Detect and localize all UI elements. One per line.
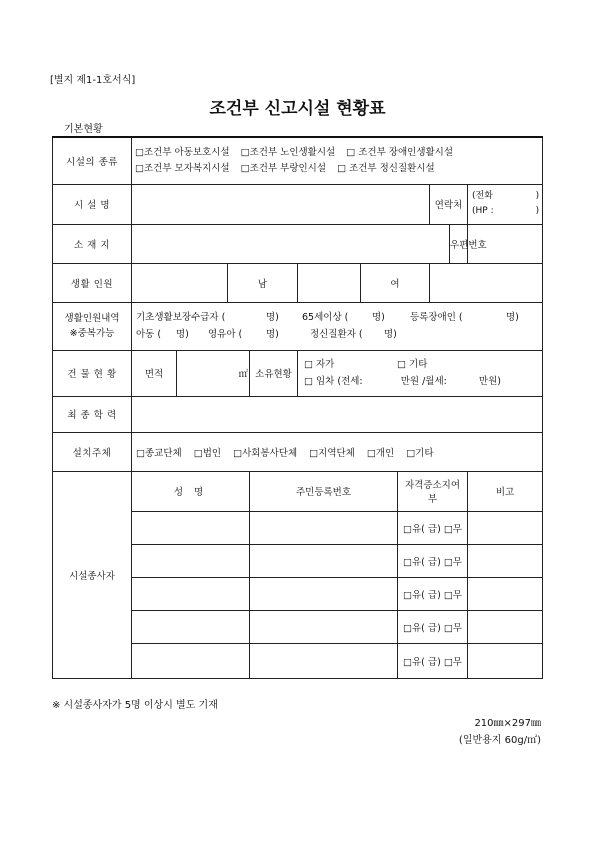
form-reference: [별지 제1-1호서식] — [50, 75, 136, 86]
option-child-protection[interactable]: □조건부 아동보호시설 — [135, 146, 230, 158]
contact-label: 연락처 — [430, 184, 468, 224]
residents-row — [53, 263, 543, 302]
option-elderly[interactable]: □조건부 노인생활시설 — [240, 146, 336, 158]
address-field[interactable] — [132, 224, 450, 263]
ownership-field: □ 자가 □ 기타 □ 임차 (전세: 만원 /월세: 만원) — [298, 350, 543, 396]
operator-label: 설치주체 — [53, 432, 132, 471]
col-name: 성 명 — [132, 471, 250, 511]
facility-type-row — [53, 137, 543, 184]
postal-code-label: 우편번호 — [450, 224, 468, 263]
staff-name-field[interactable] — [132, 511, 250, 544]
facility-type-options — [132, 137, 543, 184]
operator-social-service[interactable]: □사회봉사단체 — [233, 447, 298, 459]
staff-name-field[interactable] — [132, 610, 250, 643]
staff-qualification[interactable]: □유( 급) □무 — [398, 544, 468, 577]
phone-label: (전화 — [472, 191, 493, 201]
staff-remarks-field[interactable] — [468, 610, 543, 643]
residents-detail-label: 생활인원내역 ※중복가능 — [53, 302, 132, 350]
area-field[interactable]: ㎡ — [177, 350, 250, 396]
staff-id-field[interactable] — [250, 610, 398, 643]
facility-name-row — [53, 184, 543, 224]
paper-weight: (일반용지 60g/㎡) — [458, 735, 541, 746]
female-label: 여 — [361, 263, 430, 302]
other-option[interactable]: □ 기타 — [397, 359, 428, 370]
operator-options — [132, 432, 543, 471]
option-mental[interactable]: □ 조건부 정신질환시설 — [337, 162, 435, 174]
staff-name-field[interactable] — [132, 544, 250, 577]
col-remarks: 비고 — [468, 471, 543, 511]
facility-name-field[interactable] — [132, 184, 430, 224]
page-title: 조건부 신고시설 현황표 — [209, 99, 386, 119]
area-label: 면적 — [132, 350, 177, 396]
operator-corporation[interactable]: □법인 — [193, 447, 222, 459]
male-label: 남 — [228, 263, 298, 302]
residents-label: 생활 인원 — [53, 263, 132, 302]
hp-label: (HP : — [472, 206, 494, 216]
operator-other[interactable]: □기타 — [406, 447, 434, 459]
facility-name-label: 시 설 명 — [53, 184, 132, 224]
facility-type-label: 시설의 종류 — [53, 137, 132, 184]
footnote: ※ 시설종사자가 5명 이상시 별도 기재 — [52, 700, 218, 711]
paper-size: 210㎜×297㎜ — [474, 718, 541, 729]
staff-name-field[interactable] — [132, 577, 250, 610]
female-count-field[interactable] — [430, 263, 543, 302]
col-resident-id: 주민등록번호 — [250, 471, 398, 511]
staff-header-row — [53, 471, 543, 511]
contact-field[interactable]: (전화 ) (HP : ) — [468, 184, 543, 224]
own-option[interactable]: □ 자가 — [304, 359, 335, 370]
staff-id-field[interactable] — [250, 577, 398, 610]
address-row — [53, 224, 543, 263]
staff-qualification[interactable]: □유( 급) □무 — [398, 577, 468, 610]
staff-qualification[interactable]: □유( 급) □무 — [398, 643, 468, 678]
staff-name-field[interactable] — [132, 643, 250, 678]
staff-qualification[interactable]: □유( 급) □무 — [398, 610, 468, 643]
option-vagrant[interactable]: □조건부 부랑인시설 — [240, 162, 327, 174]
col-qualification: 자격증소지여부 — [398, 471, 468, 511]
education-field[interactable] — [132, 396, 543, 432]
staff-remarks-field[interactable] — [468, 577, 543, 610]
staff-id-field[interactable] — [250, 511, 398, 544]
residents-detail-field: 기초생활보장수급자 ( 명) 65세이상 ( 명) 등록장애인 ( 명) 아동 ( 명) 영유아 ( 명) 정신질환자 ( 명) — [132, 302, 543, 350]
staff-label: 시설종사자 — [53, 471, 132, 678]
staff-remarks-field[interactable] — [468, 511, 543, 544]
operator-individual[interactable]: □개인 — [366, 447, 395, 459]
option-mother-child[interactable]: □조건부 모자복지시설 — [135, 162, 230, 174]
address-label: 소 재 지 — [53, 224, 132, 263]
staff-remarks-field[interactable] — [468, 643, 543, 678]
operator-regional[interactable]: □지역단체 — [309, 447, 355, 459]
ownership-label: 소유현황 — [250, 350, 298, 396]
residents-detail-row — [53, 302, 543, 350]
male-count-field[interactable] — [298, 263, 361, 302]
education-row — [53, 396, 543, 432]
staff-id-field[interactable] — [250, 544, 398, 577]
section-label: 기본현황 — [64, 124, 103, 135]
staff-id-field[interactable] — [250, 643, 398, 678]
operator-religious[interactable]: □종교단체 — [136, 447, 182, 459]
residents-total-field[interactable] — [132, 263, 228, 302]
building-row — [53, 350, 543, 396]
facility-form-table — [52, 136, 543, 679]
building-label: 건 물 현 황 — [53, 350, 132, 396]
operator-row — [53, 432, 543, 471]
staff-qualification[interactable]: □유( 급) □무 — [398, 511, 468, 544]
staff-remarks-field[interactable] — [468, 544, 543, 577]
option-disabled[interactable]: □ 조건부 장애인생활시설 — [346, 146, 454, 158]
education-label: 최 종 학 력 — [53, 396, 132, 432]
rent-option[interactable]: □ 임차 (전세: — [304, 376, 363, 387]
